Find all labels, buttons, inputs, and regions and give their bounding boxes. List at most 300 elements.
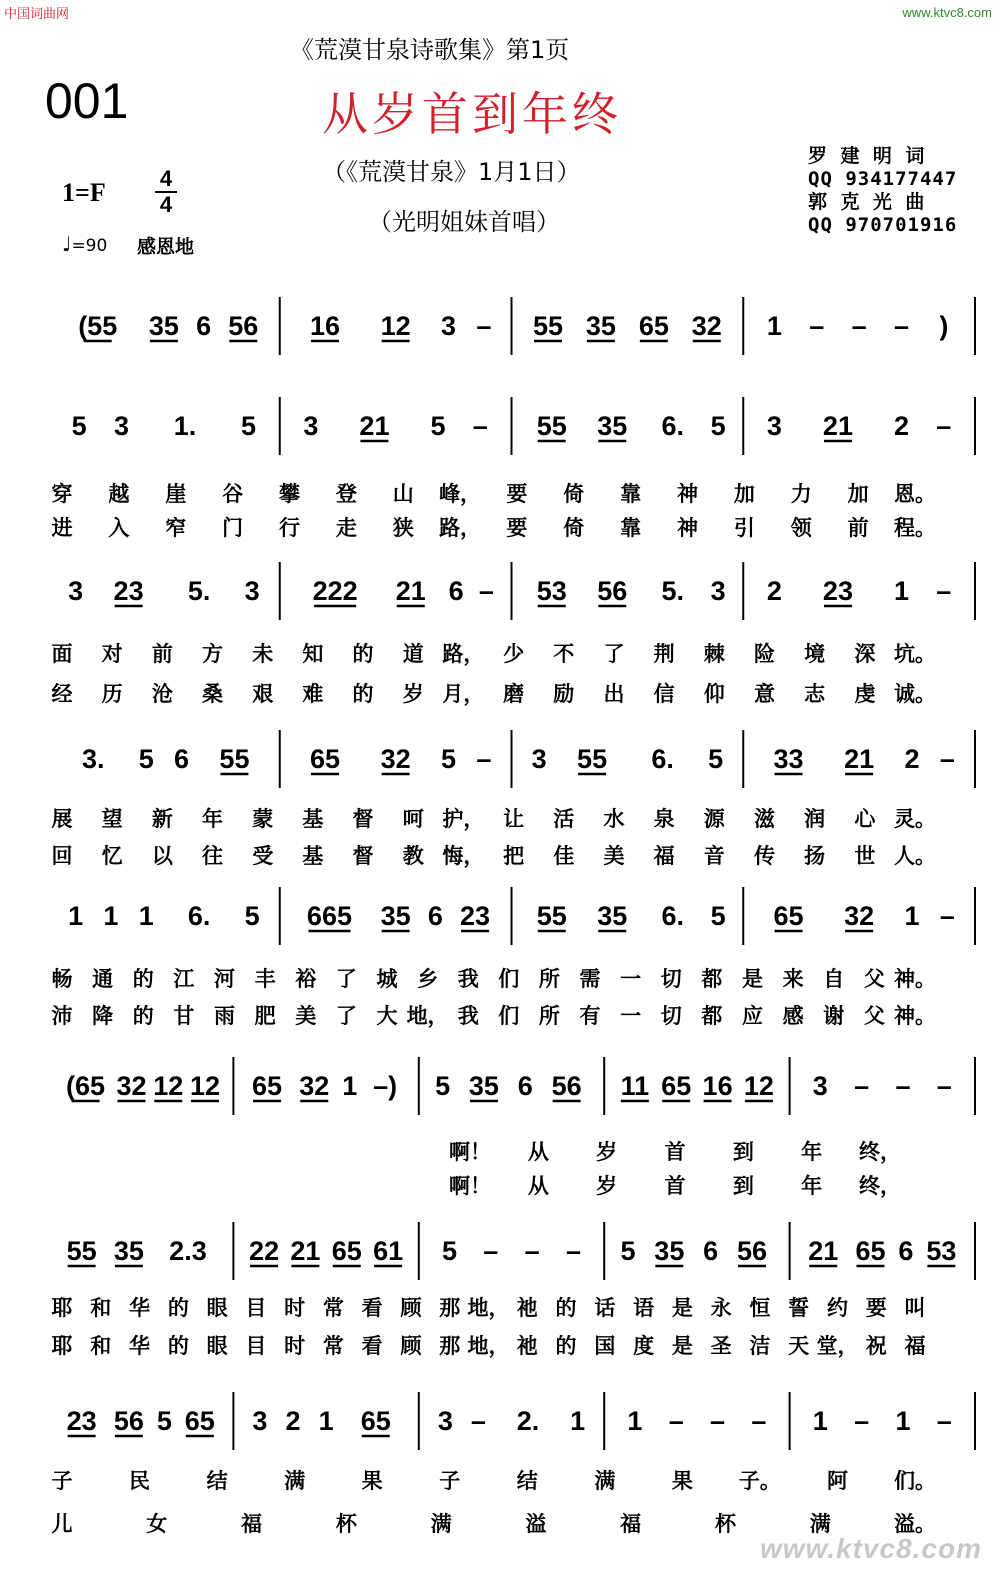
note-group: 6: [174, 744, 190, 774]
lyric-syllable: 切: [660, 1004, 682, 1028]
note-group: 3: [303, 411, 319, 441]
lyric-syllable: 神: [677, 482, 699, 506]
credits: [808, 145, 957, 237]
lyric-syllable: 恒: [749, 1296, 771, 1320]
lyric-syllable: 大: [376, 1004, 398, 1028]
lyric-syllable: 了: [603, 642, 625, 666]
subtitle-singer: （光明姐妹首唱）: [368, 208, 560, 236]
lyric-syllable: 峰，: [439, 482, 482, 506]
lyric-syllable: 境: [804, 642, 826, 666]
lyric-syllable: 都: [701, 1004, 723, 1028]
site-logo-left: 中国词曲网: [4, 7, 70, 22]
lyric-syllable: 话: [594, 1296, 616, 1320]
note-group: 55: [532, 311, 563, 341]
lyric-syllable: 果: [671, 1469, 693, 1493]
key-signature: 1=F: [62, 178, 106, 207]
note-group: –: [895, 1071, 911, 1101]
lyric-line-2: [0, 840, 1000, 876]
lyric-line-1: [0, 1465, 1000, 1501]
note-group: 23: [460, 901, 491, 931]
lyric-syllable: 的: [352, 642, 374, 666]
note-group: 12: [380, 311, 411, 341]
lyric-syllable: 月，: [442, 682, 485, 706]
lyric-syllable: 灵。: [894, 807, 936, 831]
note-group: 35: [468, 1071, 499, 1101]
note-group: 5: [241, 411, 257, 441]
note-group: 2: [904, 744, 920, 774]
lyric-syllable: 引: [733, 516, 755, 540]
lyric-syllable: 神。: [894, 967, 936, 991]
note-group: 1: [904, 901, 920, 931]
lyric-syllable: 岁: [596, 1174, 618, 1198]
lyric-syllable: 未: [252, 642, 274, 666]
lyric-syllable: 时: [284, 1334, 306, 1358]
lyric-syllable: 雨: [213, 1004, 235, 1028]
lyric-syllable: 回: [51, 844, 73, 868]
lyric-syllable: 力: [790, 482, 812, 506]
lyric-line-2: [0, 1170, 1000, 1206]
note-group: 6: [703, 1236, 719, 1266]
note-group: 3: [437, 1406, 453, 1436]
lyric-syllable: 的: [132, 1004, 154, 1028]
lyric-syllable: 们: [498, 1004, 520, 1028]
time-bottom: 4: [159, 192, 173, 217]
lyric-syllable: 城: [376, 967, 398, 991]
lyric-syllable: 约: [826, 1296, 848, 1320]
note-group: 32: [844, 901, 875, 931]
note-group: 5: [441, 744, 457, 774]
lyric-syllable: 扬: [804, 844, 826, 868]
lyric-line-2: [0, 678, 1000, 714]
note-group: 1: [766, 311, 782, 341]
note-group: 56: [113, 1406, 144, 1436]
lyric-syllable: 有: [579, 1004, 601, 1028]
lyric-syllable: 美: [603, 844, 625, 868]
lyric-syllable: 的: [555, 1296, 577, 1320]
lyric-syllable: 信: [653, 682, 675, 706]
lyric-line-1: [0, 963, 1000, 999]
lyric-syllable: 滋: [753, 807, 775, 831]
lyric-syllable: 福: [904, 1334, 926, 1358]
lyric-line-1: [0, 638, 1000, 674]
lyric-syllable: 督: [352, 807, 374, 831]
note-group: 23: [113, 576, 144, 606]
lyric-syllable: 走: [335, 516, 357, 540]
lyric-syllable: 路，: [442, 642, 485, 666]
note-group: 56: [597, 576, 628, 606]
lyric-syllable: 狭: [392, 516, 414, 540]
lyric-syllable: 领: [790, 516, 812, 540]
lyric-syllable: 儿: [51, 1512, 73, 1536]
lyric-syllable: 首: [664, 1140, 686, 1164]
note-group: 3: [252, 1406, 268, 1436]
notation-row: [0, 885, 1000, 955]
note-group: ): [939, 311, 949, 341]
note-group: 5: [244, 901, 260, 931]
lyric-syllable: 的: [132, 967, 154, 991]
lyric-syllable: 地，: [467, 1334, 510, 1358]
note-group: 12: [743, 1071, 774, 1101]
lyric-line-2: [0, 1330, 1000, 1366]
lyric-syllable: 坑。: [894, 642, 936, 666]
note-group: 56: [228, 311, 259, 341]
lyric-syllable: 水: [603, 807, 625, 831]
lyric-syllable: 时: [284, 1296, 306, 1320]
note-group: 32: [299, 1071, 330, 1101]
lyric-syllable: 诚。: [894, 682, 936, 706]
collection-title: 《荒漠甘泉诗歌集》第1页: [290, 36, 570, 64]
lyric-syllable: 险: [753, 642, 775, 666]
note-group: 61: [373, 1236, 404, 1266]
lyric-syllable: 岁: [402, 682, 424, 706]
note-group: 6: [196, 311, 212, 341]
lyric-syllable: 要: [506, 482, 528, 506]
lyric-syllable: 年: [801, 1174, 823, 1198]
lyric-syllable: 需: [579, 967, 601, 991]
note-group: 55: [536, 901, 567, 931]
note-group: 1: [893, 576, 909, 606]
lyric-syllable: 果: [361, 1469, 383, 1493]
lyric-syllable: 棘: [703, 642, 725, 666]
lyric-syllable: 子: [51, 1469, 73, 1493]
lyric-syllable: 靠: [620, 516, 642, 540]
lyric-syllable: 源: [703, 807, 725, 831]
lyric-syllable: 满: [284, 1469, 306, 1493]
lyric-syllable: 甘: [173, 1004, 195, 1028]
lyric-syllable: 耶: [51, 1334, 73, 1358]
lyric-syllable: 不: [553, 642, 575, 666]
lyric-syllable: 杯: [335, 1512, 357, 1536]
lyric-syllable: 泉: [653, 807, 675, 831]
note-group: 65: [184, 1406, 215, 1436]
lyric-syllable: 人。: [894, 844, 936, 868]
lyric-syllable: 子。: [738, 1469, 781, 1493]
note-group: –: [470, 1406, 486, 1436]
composer-qq: QQ 970701916: [808, 214, 958, 236]
lyric-syllable: 督: [352, 844, 374, 868]
lyric-syllable: 顾: [400, 1296, 422, 1320]
note-group: 55: [536, 411, 567, 441]
lyric-syllable: 圣: [710, 1334, 732, 1358]
note-group: –): [373, 1071, 398, 1101]
lyric-syllable: 国: [594, 1334, 616, 1358]
note-group: 5: [441, 1236, 457, 1266]
lyric-syllable: 的: [352, 682, 374, 706]
note-group: 23: [66, 1406, 97, 1436]
lyric-syllable: 谢: [823, 1004, 845, 1028]
lyric-syllable: 倚: [563, 516, 585, 540]
lyric-syllable: 看: [361, 1296, 383, 1320]
note-group: 2: [285, 1406, 301, 1436]
note-group: 21: [822, 411, 853, 441]
lyric-syllable: 荆: [653, 642, 675, 666]
lyric-syllable: 我: [457, 1004, 479, 1028]
lyric-syllable: 山: [392, 482, 414, 506]
lyric-syllable: 天: [788, 1334, 810, 1358]
notation-row: [0, 1220, 1000, 1290]
note-group: 21: [395, 576, 426, 606]
lyric-syllable: 悔，: [442, 844, 485, 868]
note-group: 16: [702, 1071, 733, 1101]
note-group: –: [668, 1406, 684, 1436]
lyric-syllable: 江: [173, 967, 195, 991]
note-group: –: [851, 311, 867, 341]
note-group: 11: [620, 1071, 650, 1101]
lyric-syllable: 行: [278, 516, 300, 540]
tempo-value: =90: [71, 236, 108, 256]
note-group: 5: [708, 744, 724, 774]
composer: 郭 克 光 曲: [808, 191, 926, 213]
lyric-syllable: 受: [252, 844, 274, 868]
lyric-syllable: 到: [732, 1140, 754, 1164]
note-group: –: [483, 1236, 499, 1266]
note-group: 222: [312, 576, 358, 606]
note-group: 65: [310, 744, 341, 774]
lyric-syllable: 程。: [894, 516, 936, 540]
note-group: 35: [148, 311, 179, 341]
note-group: –: [893, 311, 909, 341]
note-group: 1: [68, 901, 84, 931]
note-group: 12: [189, 1071, 221, 1101]
lyric-syllable: 难: [302, 682, 324, 706]
lyric-syllable: 都: [701, 967, 723, 991]
note-group: 33: [773, 744, 804, 774]
lyric-syllable: 仰: [703, 682, 725, 706]
lyric-syllable: 润: [804, 807, 826, 831]
note-group: 65: [661, 1071, 692, 1101]
lyric-syllable: 看: [361, 1334, 383, 1358]
note-group: 5: [710, 411, 726, 441]
lyric-syllable: 艰: [252, 682, 274, 706]
note-group: 3: [441, 311, 457, 341]
lyric-syllable: 常: [322, 1334, 344, 1358]
lyric-syllable: 靠: [620, 482, 642, 506]
lyric-syllable: 沛: [51, 1004, 73, 1028]
lyric-syllable: 所: [538, 967, 560, 991]
lyric-syllable: 们: [498, 967, 520, 991]
lyric-syllable: 河: [213, 967, 235, 991]
note-group: 32: [380, 744, 411, 774]
lyric-syllable: 要: [506, 516, 528, 540]
note-group: 3.: [82, 744, 105, 774]
note-group: –: [566, 1236, 582, 1266]
note-group: 5: [71, 411, 87, 441]
lyric-syllable: 结: [516, 1469, 538, 1493]
lyric-syllable: 地，: [406, 1004, 449, 1028]
lyric-syllable: 加: [733, 482, 755, 506]
lyric-syllable: 来: [782, 967, 804, 991]
note-group: 1: [342, 1071, 358, 1101]
lyric-syllable: 的: [167, 1296, 189, 1320]
lyric-syllable: 年: [801, 1140, 823, 1164]
lyric-syllable: 永: [710, 1296, 732, 1320]
lyric-syllable: 裕: [295, 967, 317, 991]
note-group: 5: [620, 1236, 636, 1266]
note-group: 5: [710, 901, 726, 931]
notation-row: [0, 1055, 1000, 1125]
note-group: –: [854, 1406, 870, 1436]
note-group: 35: [585, 311, 616, 341]
note-group: 3: [531, 744, 547, 774]
lyric-syllable: 阿: [826, 1469, 848, 1493]
note-group: 3: [114, 411, 130, 441]
lyric-syllable: 往: [202, 844, 224, 868]
note-group: –: [936, 576, 952, 606]
lyric-syllable: 深: [854, 642, 876, 666]
note-group: (65: [66, 1071, 106, 1101]
lyric-syllable: 堂，: [816, 1334, 859, 1358]
note-group: 1.: [173, 411, 197, 441]
lyric-syllable: 美: [295, 1004, 317, 1028]
lyric-syllable: 要: [865, 1296, 887, 1320]
lyric-syllable: 忆: [101, 844, 123, 868]
lyric-syllable: 满: [430, 1512, 452, 1536]
lyric-syllable: 蒙: [252, 807, 274, 831]
lyricist: 罗 建 明 词: [808, 145, 926, 167]
lyric-syllable: 耶: [51, 1296, 73, 1320]
quarter-note-icon: ♩: [62, 232, 72, 256]
note-group: 665: [306, 901, 352, 931]
lyric-syllable: 切: [660, 967, 682, 991]
lyric-line-1: [0, 478, 1000, 514]
lyric-syllable: 肥: [254, 1004, 276, 1028]
lyric-syllable: 一: [620, 1004, 642, 1028]
lyric-syllable: 加: [847, 482, 869, 506]
lyric-syllable: 顾: [400, 1334, 422, 1358]
lyric-syllable: 降: [92, 1004, 114, 1028]
note-group: 55: [577, 744, 608, 774]
note-group: 35: [113, 1236, 144, 1266]
note-group: 35: [380, 901, 411, 931]
lyric-syllable: 自: [823, 967, 845, 991]
lyric-syllable: 是: [671, 1334, 693, 1358]
lyric-syllable: 从: [527, 1174, 549, 1198]
note-group: 1: [570, 1406, 586, 1436]
lyric-syllable: 我: [457, 967, 479, 991]
lyric-syllable: 路，: [439, 516, 482, 540]
lyric-syllable: 那: [439, 1334, 461, 1358]
lyric-syllable: 誓: [788, 1296, 810, 1320]
notation-row: [0, 1390, 1000, 1460]
notation-row: [0, 560, 1000, 630]
lyric-syllable: 啊！: [449, 1174, 491, 1198]
lyric-syllable: 和: [90, 1334, 112, 1358]
watermark: www.ktvc8.com: [759, 1533, 982, 1564]
lyric-syllable: 经: [51, 682, 73, 706]
lyric-syllable: 啊！: [449, 1140, 491, 1164]
lyric-syllable: 溢。: [894, 1512, 936, 1536]
lyric-syllable: 把: [503, 844, 525, 868]
note-group: 12: [153, 1071, 184, 1101]
note-group: 56: [737, 1236, 768, 1266]
lyric-syllable: 的: [167, 1334, 189, 1358]
note-group: 1: [812, 1406, 828, 1436]
song-title: 从岁首到年终: [322, 87, 622, 141]
lyric-syllable: 呵: [402, 807, 424, 831]
lyric-syllable: 面: [51, 642, 73, 666]
note-group: 32: [116, 1071, 147, 1101]
notation-row: [0, 395, 1000, 465]
lyric-syllable: 恩。: [894, 482, 936, 506]
note-group: 23: [822, 576, 853, 606]
note-group: 1: [895, 1406, 911, 1436]
lyric-syllable: 终，: [859, 1140, 901, 1164]
lyric-syllable: 华: [129, 1334, 151, 1358]
note-group: 2.3: [169, 1236, 207, 1266]
lyric-syllable: 神。: [894, 1004, 936, 1028]
lyric-syllable: 岁: [596, 1140, 618, 1164]
lyric-syllable: 了: [335, 967, 357, 991]
tempo-mark: [62, 232, 107, 256]
note-group: 2: [766, 576, 782, 606]
lyric-syllable: 展: [51, 807, 73, 831]
lyric-syllable: 教: [402, 844, 424, 868]
note-group: –: [809, 311, 825, 341]
lyric-syllable: 活: [553, 807, 575, 831]
site-url-right: www.ktvc8.com: [902, 5, 992, 20]
lyric-syllable: 眼: [206, 1296, 228, 1320]
lyric-syllable: 目: [245, 1334, 267, 1358]
lyric-syllable: 从: [527, 1140, 549, 1164]
lyric-syllable: 少: [503, 642, 525, 666]
lyric-syllable: 门: [222, 516, 244, 540]
lyric-syllable: 满: [809, 1512, 831, 1536]
note-group: 6: [517, 1071, 533, 1101]
lyric-syllable: 祂: [516, 1334, 538, 1358]
note-group: –: [524, 1236, 540, 1266]
note-group: –: [751, 1406, 767, 1436]
note-group: –: [939, 744, 955, 774]
note-group: 1: [318, 1406, 334, 1436]
lyric-syllable: 道: [402, 642, 424, 666]
lyric-syllable: 子: [439, 1469, 461, 1493]
lyric-syllable: 攀: [278, 482, 300, 506]
note-group: 6.: [661, 411, 685, 441]
note-group: 5: [156, 1406, 172, 1436]
note-group: –: [936, 1406, 952, 1436]
lyric-syllable: 年: [202, 807, 224, 831]
lyric-syllable: 基: [302, 844, 324, 868]
note-group: 21: [359, 411, 390, 441]
lyric-line-2: [0, 512, 1000, 548]
lyric-syllable: 通: [92, 967, 114, 991]
lyric-syllable: 虔: [854, 682, 876, 706]
lyric-line-1: [0, 1292, 1000, 1328]
lyric-syllable: 以: [151, 844, 173, 868]
lyric-syllable: 励: [553, 682, 575, 706]
note-group: 55: [219, 744, 250, 774]
note-group: –: [476, 311, 492, 341]
note-group: 5: [430, 411, 446, 441]
note-group: 2: [893, 411, 909, 441]
note-group: 65: [773, 901, 804, 931]
lyric-syllable: 福: [241, 1512, 263, 1536]
lyric-syllable: 音: [703, 844, 725, 868]
lyric-syllable: 眼: [206, 1334, 228, 1358]
note-group: 5.: [187, 576, 211, 606]
note-group: 32: [691, 311, 722, 341]
lyric-syllable: 心: [854, 807, 876, 831]
note-group: 2.: [516, 1406, 540, 1436]
note-group: 5.: [661, 576, 685, 606]
note-group: –: [854, 1071, 870, 1101]
lyric-syllable: 结: [206, 1469, 228, 1493]
note-group: 6.: [187, 901, 211, 931]
lyric-syllable: 让: [503, 807, 525, 831]
lyric-syllable: 神: [677, 516, 699, 540]
note-group: –: [936, 1071, 952, 1101]
note-group: 1: [627, 1406, 643, 1436]
